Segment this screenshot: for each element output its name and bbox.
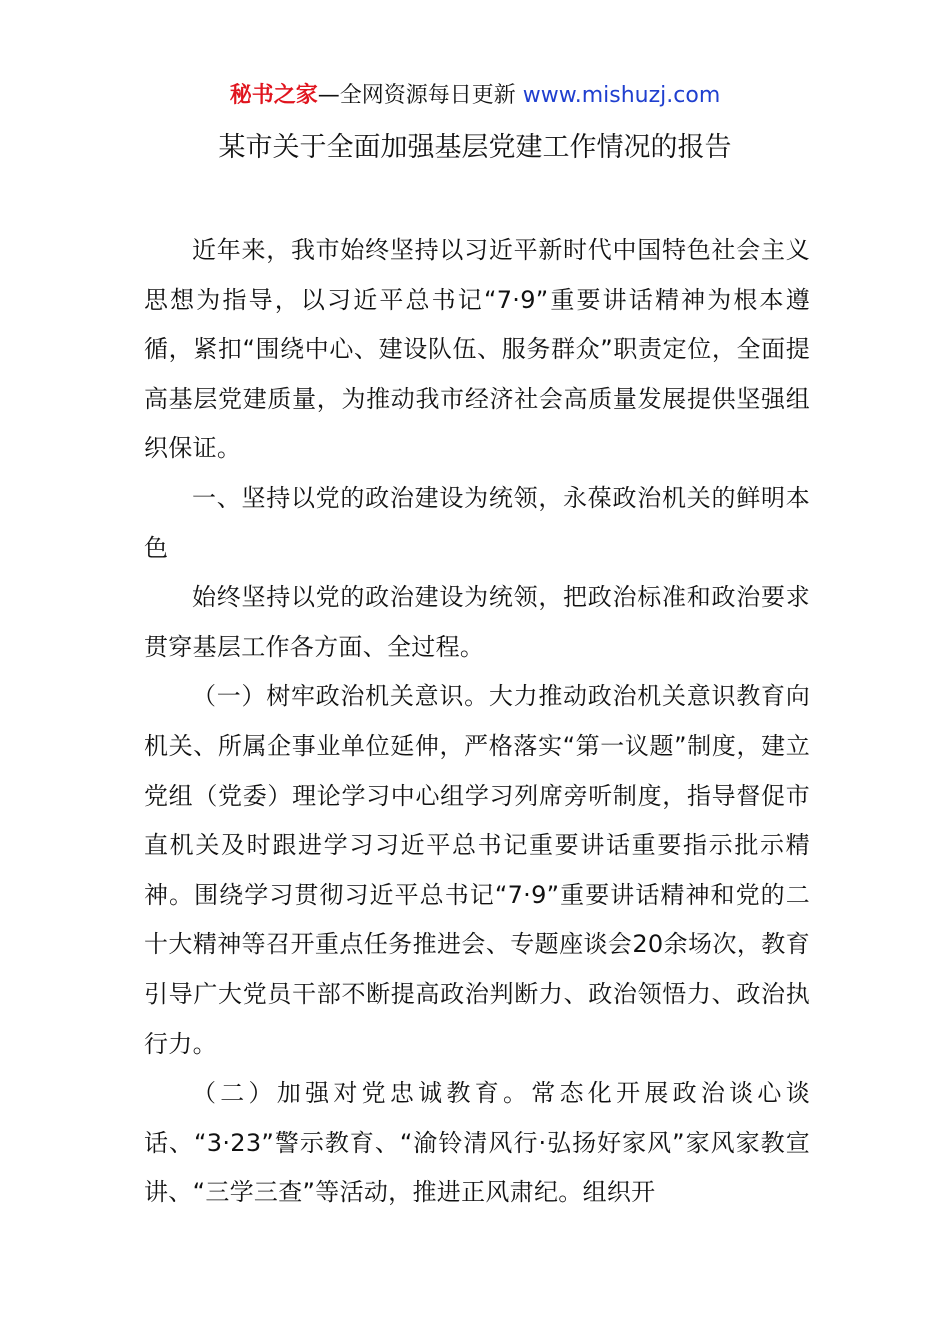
item-one-paragraph: （一）树牢政治机关意识。大力推动政治机关意识教育向机关、所属企事业单位延伸，严格落实“第一议题”制度，建立党组（党委）理论学习中心组学习列席旁听制度，指导督促市直机关及时跟进学习习近平总书记重要讲话重要指示批示精神。围绕学习贯彻习近平总书记“7·9”重要讲话精神和党的二十大精神等召开重点任务推进会、专题座谈会20余场次，教育引导广大党员干部不断提高政治判断力、政治领悟力、政治执行力。 xyxy=(144,682,810,1058)
section-heading: 一、坚持以党的政治建设为统领，永葆政治机关的鲜明本色 xyxy=(144,483,810,562)
section-intro-paragraph: 始终坚持以党的政治建设为统领，把政治标准和政治要求贯穿基层工作各方面、全过程。 xyxy=(144,583,810,661)
brand-name: 秘书之家 xyxy=(229,83,318,108)
document-body xyxy=(144,226,810,1218)
item-two-paragraph: （二）加强对党忠诚教育。常态化开展政治谈心谈话、“3·23”警示教育、“渝铃清风行·弘扬好家风”家风家教宣讲、“三学三查”等活动，推进正风肃纪。组织开 xyxy=(144,1079,810,1207)
site-header xyxy=(0,82,950,110)
header-tagline: —全网资源每日更新 xyxy=(317,83,516,108)
site-url[interactable]: www.mishuzj.com xyxy=(522,83,721,108)
document-title: 某市关于全面加强基层党建工作情况的报告 xyxy=(218,132,732,163)
intro-paragraph: 近年来，我市始终坚持以习近平新时代中国特色社会主义思想为指导，以习近平总书记“7·9”重要讲话精神为根本遵循，紧扣“围绕中心、建设队伍、服务群众”职责定位，全面提高基层党建质量，为推动我市经济社会高质量发展提供坚强组织保证。 xyxy=(144,236,810,463)
